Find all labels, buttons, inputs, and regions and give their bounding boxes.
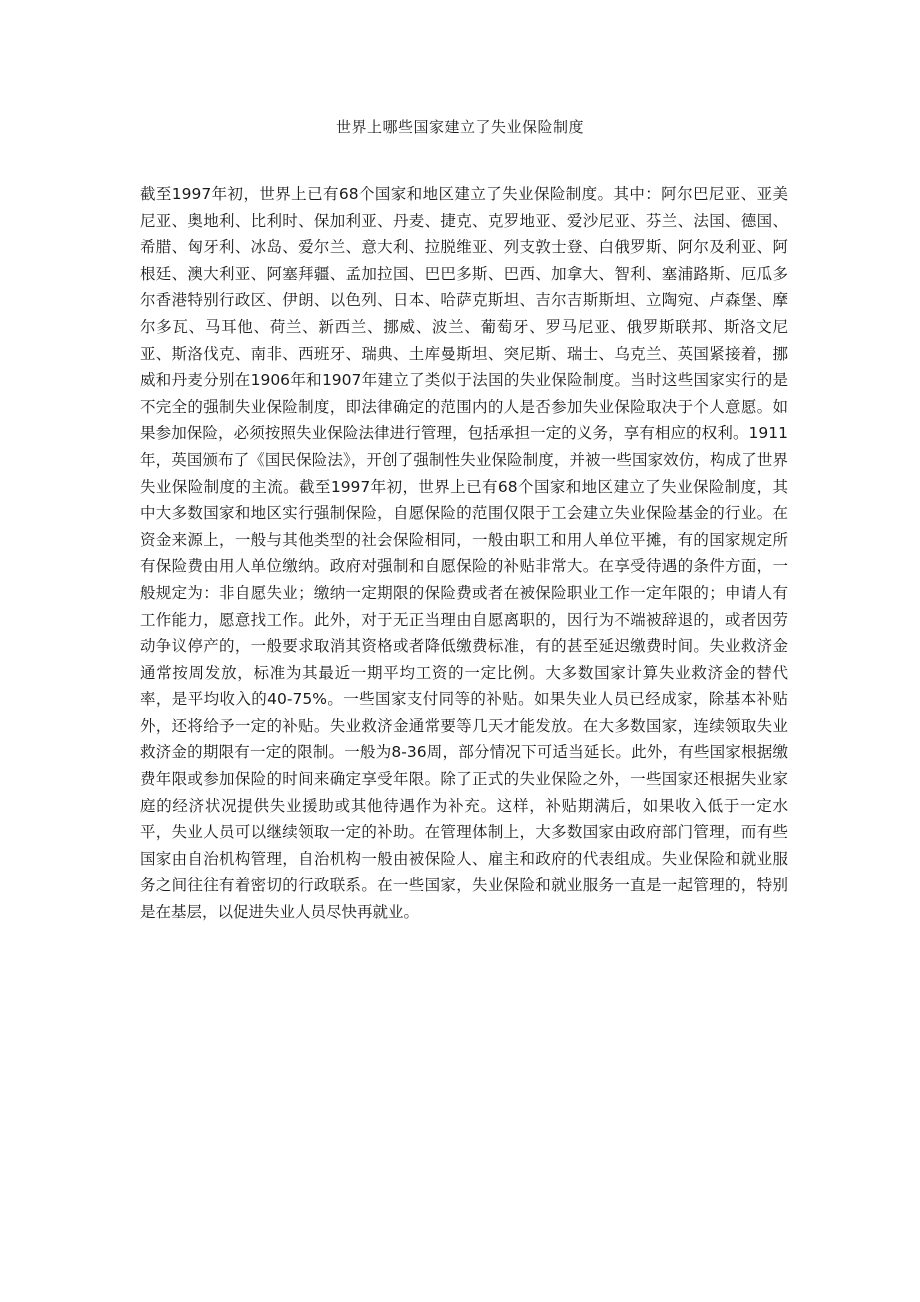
document-title: 世界上哪些国家建立了失业保险制度 xyxy=(335,118,584,136)
document-body-paragraph: 截至1997年初，世界上已有68个国家和地区建立了失业保险制度。其中：阿尔巴尼亚、亚美尼亚、奥地利、比利时、保加利亚、丹麦、捷克、克罗地亚、爱沙尼亚、芬兰、法国、德国、希腊、匈牙利、冰岛、爱尔兰、意大利、拉脱维亚、列支敦士登、白俄罗斯、阿尔及利亚、阿根廷、澳大利亚、阿塞拜疆、孟加拉国、巴巴多斯、巴西、加拿大、智利、塞浦路斯、厄瓜多尔香港特别行政区、伊朗、以色列、日本、哈萨克斯坦、吉尔吉斯斯坦、立陶宛、卢森堡、摩尔多瓦、马耳他、荷兰、新西兰、挪威、波兰、葡萄牙、罗马尼亚、俄罗斯联邦、斯洛文尼亚、斯洛伐克、南非、西班牙、瑞典、土库曼斯坦、突尼斯、瑞士、乌克兰、英国紧接着，挪威和丹麦分别在1906年和1907年建立了类似于法国的失业保险制度。当时这些国家实行的是不完全的强制失业保险制度，即法律确定的范围内的人是否参加失业保险取决于个人意愿。如果参加保险，必须按照失业保险法律进行管理，包括承担一定的义务，享有相应的权利。1911年，英国颁布了《国民保险法》，开创了强制性失业保险制度，并被一些国家效仿，构成了世界失业保险制度的主流。截至1997年初，世界上已有68个国家和地区建立了失业保险制度，其中大多数国家和地区实行强制保险，自愿保险的范围仅限于工会建立失业保险基金的行业。在资金来源上，一般与其他类型的社会保险相同，一般由职工和用人单位平摊，有的国家规定所有保险费由用人单位缴纳。政府对强制和自愿保险的补贴非常大。在享受待遇的条件方面，一般规定为：非自愿失业；缴纳一定期限的保险费或者在被保险职业工作一定年限的；申请人有工作能力，愿意找工作。此外，对于无正当理由自愿离职的，因行为不端被辞退的，或者因劳动争议停产的，一般要求取消其资格或者降低缴费标准，有的甚至延迟缴费时间。失业救济金通常按周发放，标准为其最近一期平均工资的一定比例。大多数国家计算失业救济金的替代率，是平均收入的40-75%。一些国家支付同等的补贴。如果失业人员已经成家，除基本补贴外，还将给予一定的补贴。失业救济金通常要等几天才能发放。在大多数国家，连续领取失业救济金的期限有一定的限制。一般为8-36周，部分情况下可适当延长。此外，有些国家根据缴费年限或参加保险的时间来确定享受年限。除了正式的失业保险之外，一些国家还根据失业家庭的经济状况提供失业援助或其他待遇作为补充。这样，补贴期满后，如果收入低于一定水平，失业人员可以继续领取一定的补助。在管理体制上，大多数国家由政府部门管理，而有些国家由自治机构管理，自治机构一般由被保险人、雇主和政府的代表组成。失业保险和就业服务之间往往有着密切的行政联系。在一些国家，失业保险和就业服务一直是一起管理的，特别是在基层，以促进失业人员尽快再就业。 xyxy=(140,185,788,922)
